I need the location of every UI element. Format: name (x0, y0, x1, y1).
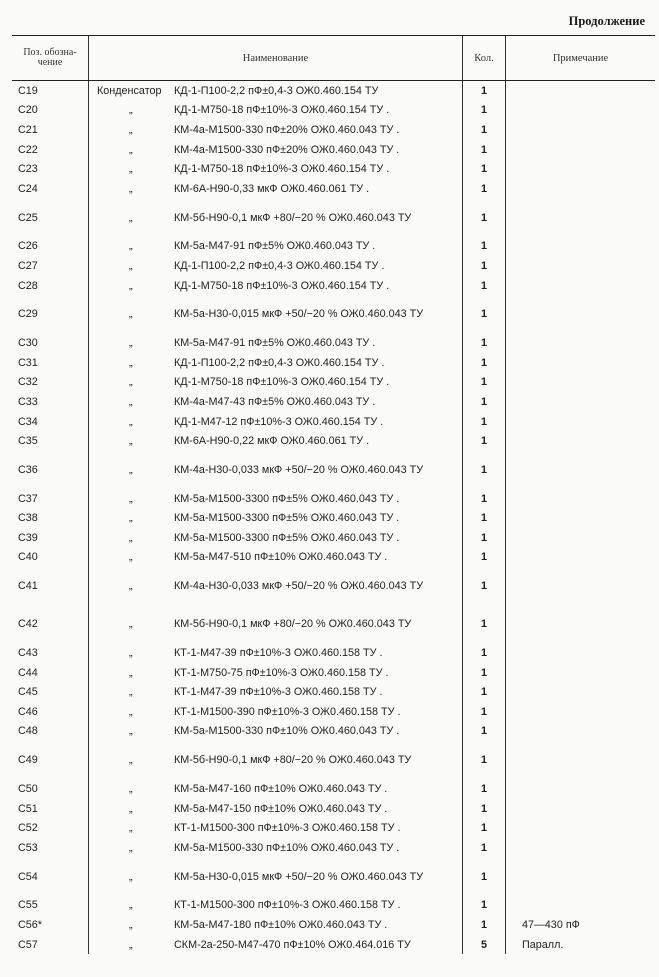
table-row (12, 528, 655, 548)
row-name: КМ-5а-М1500-3300 пФ±5% ОЖ0.460.043 ТУ . (174, 531, 400, 544)
row-position: C24 (18, 182, 38, 195)
table-row (12, 682, 655, 702)
table-row (12, 663, 655, 683)
row-qty: 1 (480, 259, 487, 272)
row-note (522, 509, 652, 529)
row-name: КД-1-П100-2,2 пФ±0,4-3 ОЖ0.460.154 ТУ . (174, 259, 385, 272)
row-note (522, 548, 652, 568)
row-qty: 1 (480, 919, 487, 932)
row-position: C30 (18, 337, 38, 350)
row-type: „ (129, 919, 133, 932)
row-position: C32 (18, 376, 38, 389)
row-position: C41 (18, 580, 38, 593)
row-name: КМ-4а-Н30-0,033 мкФ +50/−20 % ОЖ0.460.043 ТУ (174, 463, 424, 476)
row-position: C39 (18, 531, 38, 544)
row-note (522, 702, 652, 722)
row-position: C29 (18, 308, 38, 321)
row-position: C31 (18, 356, 38, 369)
row-note (522, 392, 652, 412)
row-name: КМ-5а-М47-150 пФ±10% ОЖ0.460.043 ТУ . (174, 802, 388, 815)
row-note (522, 159, 652, 179)
row-position: C34 (18, 415, 38, 428)
table-row (12, 451, 655, 489)
row-qty: 1 (480, 435, 487, 448)
table-row (12, 276, 655, 296)
table-row (12, 373, 655, 393)
row-note (522, 120, 652, 140)
row-note (522, 605, 652, 643)
row-qty: 1 (480, 841, 487, 854)
table-header (12, 35, 655, 81)
row-name: КМ-5а-М47-160 пФ±10% ОЖ0.460.043 ТУ . (174, 783, 388, 796)
row-qty: 1 (480, 492, 487, 505)
row-qty: 1 (480, 783, 487, 796)
row-note (522, 256, 652, 276)
row-type: „ (129, 308, 133, 321)
header-name: Наименование (242, 52, 309, 64)
row-name: КМ-5б-Н90-0,1 мкФ +80/−20 % ОЖ0.460.043 ТУ (174, 754, 412, 767)
row-position: C46 (18, 705, 38, 718)
row-type: „ (129, 802, 133, 815)
row-position: C35 (18, 435, 38, 448)
row-qty: 1 (480, 666, 487, 679)
row-name: КД-1-М47-12 пФ±10%-3 ОЖ0.460.154 ТУ . (174, 415, 384, 428)
row-position: C25 (18, 211, 38, 224)
row-type: „ (129, 618, 133, 631)
row-note (522, 858, 652, 896)
table-row (12, 818, 655, 838)
row-note (522, 373, 652, 393)
row-note (522, 295, 652, 333)
row-name: КМ-5б-Н90-0,1 мкФ +80/−20 % ОЖ0.460.043 ТУ (174, 618, 412, 631)
table-row (12, 838, 655, 858)
table-row (12, 353, 655, 373)
row-note (522, 353, 652, 373)
table-row (12, 605, 655, 643)
row-type: „ (129, 211, 133, 224)
row-type: „ (129, 395, 133, 408)
table-row (12, 431, 655, 451)
row-note (522, 431, 652, 451)
row-name: КТ-1-М47-39 пФ±10%-3 ОЖ0.460.158 ТУ . (174, 647, 383, 660)
row-qty: 1 (480, 686, 487, 699)
row-type: „ (129, 356, 133, 369)
spec-table (12, 35, 655, 954)
row-type: „ (129, 754, 133, 767)
row-name: КТ-1-М1500-390 пФ±10%-3 ОЖ0.460.158 ТУ . (174, 705, 401, 718)
row-qty: 1 (480, 647, 487, 660)
row-qty: 1 (480, 754, 487, 767)
row-qty: 1 (480, 84, 487, 97)
row-qty: 1 (480, 356, 487, 369)
table-row (12, 548, 655, 568)
row-qty: 1 (480, 725, 487, 738)
row-name: КМ-5а-М1500-3300 пФ±5% ОЖ0.460.043 ТУ . (174, 512, 400, 525)
row-position: C42 (18, 618, 38, 631)
row-position: C38 (18, 512, 38, 525)
row-name: КМ-4а-М1500-330 пФ±20% ОЖ0.460.043 ТУ . (174, 143, 400, 156)
row-type: „ (129, 899, 133, 912)
row-note (522, 682, 652, 702)
row-position: C45 (18, 686, 38, 699)
row-note (522, 140, 652, 160)
row-type: „ (129, 337, 133, 350)
table-row (12, 489, 655, 509)
row-type: „ (129, 531, 133, 544)
row-qty: 1 (480, 899, 487, 912)
table-row (12, 896, 655, 916)
row-type: „ (129, 783, 133, 796)
row-type: „ (129, 647, 133, 660)
row-name: КД-1-М750-18 пФ±10%-3 ОЖ0.460.154 ТУ . (174, 163, 390, 176)
row-name: КМ-6А-Н90-0,33 мкФ ОЖ0.460.061 ТУ . (174, 182, 370, 195)
row-qty: 1 (480, 512, 487, 525)
table-row (12, 567, 655, 605)
row-position: C28 (18, 279, 38, 292)
table-row (12, 159, 655, 179)
row-name: КМ-6А-Н90-0,22 мкФ ОЖ0.460.061 ТУ . (174, 435, 370, 448)
row-type: „ (129, 512, 133, 525)
row-position: C22 (18, 143, 38, 156)
table-row (12, 256, 655, 276)
row-qty: 1 (480, 123, 487, 136)
row-note (522, 741, 652, 779)
row-qty: 1 (480, 618, 487, 631)
row-name: КМ-4а-М1500-330 пФ±20% ОЖ0.460.043 ТУ . (174, 123, 400, 136)
row-qty: 1 (480, 337, 487, 350)
row-name: КТ-1-М1500-300 пФ±10%-3 ОЖ0.460.158 ТУ . (174, 899, 401, 912)
row-position: C20 (18, 104, 38, 117)
header-pos: Поз. обозна-чение (23, 47, 77, 68)
row-qty: 1 (480, 308, 487, 321)
row-qty: 1 (480, 705, 487, 718)
row-name: КМ-5а-М47-91 пФ±5% ОЖ0.460.043 ТУ . (174, 337, 376, 350)
row-note (522, 81, 652, 101)
row-position: C43 (18, 647, 38, 660)
row-type: „ (129, 163, 133, 176)
row-qty: 1 (480, 531, 487, 544)
row-qty: 5 (480, 938, 487, 951)
row-position: C48 (18, 725, 38, 738)
row-type: „ (129, 870, 133, 883)
row-position: C37 (18, 492, 38, 505)
row-name: КТ-1-М750-75 пФ±10%-3 ОЖ0.460.158 ТУ . (174, 666, 389, 679)
row-name: КМ-5а-М47-180 пФ±10% ОЖ0.460.043 ТУ . (174, 919, 388, 932)
row-type: „ (129, 435, 133, 448)
row-name: КД-1-М750-18 пФ±10%-3 ОЖ0.460.154 ТУ . (174, 279, 390, 292)
table-row (12, 120, 655, 140)
row-name: КТ-1-М1500-300 пФ±10%-3 ОЖ0.460.158 ТУ . (174, 822, 401, 835)
table-row (12, 199, 655, 237)
row-type: „ (129, 415, 133, 428)
row-note (522, 896, 652, 916)
row-qty: 1 (480, 870, 487, 883)
row-note (522, 489, 652, 509)
row-name: КД-1-М750-18 пФ±10%-3 ОЖ0.460.154 ТУ . (174, 104, 390, 117)
row-position: C49 (18, 754, 38, 767)
header-note: Примечание (552, 52, 609, 64)
row-qty: 1 (480, 376, 487, 389)
row-position: C33 (18, 395, 38, 408)
row-note (522, 799, 652, 819)
row-qty: 1 (480, 182, 487, 195)
row-position: C53 (18, 841, 38, 854)
table-row (12, 295, 655, 333)
row-position: C26 (18, 240, 38, 253)
row-position: C55 (18, 899, 38, 912)
row-note (522, 412, 652, 432)
row-position: C57 (18, 938, 38, 951)
table-row (12, 702, 655, 722)
row-position: C44 (18, 666, 38, 679)
table-row (12, 915, 655, 935)
row-type: „ (129, 463, 133, 476)
row-note (522, 451, 652, 489)
row-name: КМ-5а-Н30-0,015 мкФ +50/−20 % ОЖ0.460.043 ТУ (174, 308, 424, 321)
row-position: C56* (18, 919, 43, 932)
row-qty: 1 (480, 395, 487, 408)
table-row (12, 392, 655, 412)
row-name: КМ-5б-Н90-0,1 мкФ +80/−20 % ОЖ0.460.043 ТУ (174, 211, 412, 224)
header-qty: Кол. (474, 52, 494, 64)
table-row (12, 799, 655, 819)
table-row (12, 722, 655, 742)
table-row (12, 81, 655, 101)
table-row (12, 101, 655, 121)
row-type: „ (129, 376, 133, 389)
row-name: КМ-5а-М1500-3300 пФ±5% ОЖ0.460.043 ТУ . (174, 492, 400, 505)
row-qty: 1 (480, 822, 487, 835)
row-qty: 1 (480, 415, 487, 428)
row-name: КД-1-П100-2,2 пФ±0,4-3 ОЖ0.460.154 ТУ (174, 84, 379, 97)
row-note (522, 722, 652, 742)
row-note (522, 838, 652, 858)
row-note (522, 199, 652, 237)
row-position: C54 (18, 870, 38, 883)
row-type: „ (129, 666, 133, 679)
row-note (522, 528, 652, 548)
table-body (12, 81, 655, 954)
row-type: „ (129, 104, 133, 117)
row-type: „ (129, 182, 133, 195)
row-type: „ (129, 123, 133, 136)
table-row (12, 935, 655, 955)
row-type: „ (129, 240, 133, 253)
row-qty: 1 (480, 211, 487, 224)
row-qty: 1 (480, 240, 487, 253)
row-type: „ (129, 279, 133, 292)
row-qty: 1 (480, 163, 487, 176)
row-position: C40 (18, 551, 38, 564)
row-qty: 1 (480, 279, 487, 292)
row-qty: 1 (480, 143, 487, 156)
row-qty: 1 (480, 802, 487, 815)
row-type: „ (129, 822, 133, 835)
table-row (12, 333, 655, 353)
row-name: КМ-4а-М47-43 пФ±5% ОЖ0.460.043 ТУ . (174, 395, 376, 408)
row-position: C52 (18, 822, 38, 835)
continuation-label: Продолжение (568, 14, 645, 28)
row-note (522, 276, 652, 296)
row-name: КМ-5а-М1500-330 пФ±10% ОЖ0.460.043 ТУ . (174, 725, 400, 738)
row-name: КМ-4а-Н30-0,033 мкФ +50/−20 % ОЖ0.460.043 ТУ (174, 580, 424, 593)
row-note (522, 237, 652, 257)
row-position: C21 (18, 123, 38, 136)
row-type: „ (129, 551, 133, 564)
table-row (12, 779, 655, 799)
row-note (522, 333, 652, 353)
table-row (12, 179, 655, 199)
row-type: „ (129, 725, 133, 738)
row-qty: 1 (480, 104, 487, 117)
row-name: СКМ-2а-250-М47-470 пФ±10% ОЖ0.464.016 ТУ (174, 938, 411, 951)
row-type: „ (129, 580, 133, 593)
row-position: C51 (18, 802, 38, 815)
row-note (522, 643, 652, 663)
table-row (12, 140, 655, 160)
row-name: КМ-5а-Н30-0,015 мкФ +50/−20 % ОЖ0.460.043 ТУ (174, 870, 424, 883)
row-type: Конденсатор (97, 84, 162, 97)
row-type: „ (129, 492, 133, 505)
row-position: C19 (18, 84, 38, 97)
row-position: C50 (18, 783, 38, 796)
row-type: „ (129, 705, 133, 718)
row-name: КТ-1-М47-39 пФ±10%-3 ОЖ0.460.158 ТУ . (174, 686, 383, 699)
row-qty: 1 (480, 551, 487, 564)
row-type: „ (129, 259, 133, 272)
row-note (522, 179, 652, 199)
row-note (522, 818, 652, 838)
row-name: КМ-5а-М47-510 пФ±10% ОЖ0.460.043 ТУ . (174, 551, 388, 564)
row-type: „ (129, 143, 133, 156)
row-name: КД-1-М750-18 пФ±10%-3 ОЖ0.460.154 ТУ . (174, 376, 390, 389)
table-row (12, 858, 655, 896)
row-note: 47—430 пФ (522, 919, 580, 932)
row-note (522, 663, 652, 683)
row-position: C36 (18, 463, 38, 476)
row-note: Паралл. (522, 938, 564, 951)
row-name: КМ-5а-М47-91 пФ±5% ОЖ0.460.043 ТУ . (174, 240, 376, 253)
row-qty: 1 (480, 580, 487, 593)
row-qty: 1 (480, 463, 487, 476)
row-name: КМ-5а-М1500-330 пФ±10% ОЖ0.460.043 ТУ . (174, 841, 400, 854)
row-note (522, 779, 652, 799)
table-row (12, 509, 655, 529)
row-name: КД-1-П100-2,2 пФ±0,4-3 ОЖ0.460.154 ТУ . (174, 356, 385, 369)
row-note (522, 567, 652, 605)
row-position: C23 (18, 163, 38, 176)
row-note (522, 101, 652, 121)
table-row (12, 412, 655, 432)
row-type: „ (129, 686, 133, 699)
row-position: C27 (18, 259, 38, 272)
row-type: „ (129, 841, 133, 854)
table-row (12, 643, 655, 663)
row-type: „ (129, 938, 133, 951)
table-row (12, 741, 655, 779)
table-row (12, 237, 655, 257)
